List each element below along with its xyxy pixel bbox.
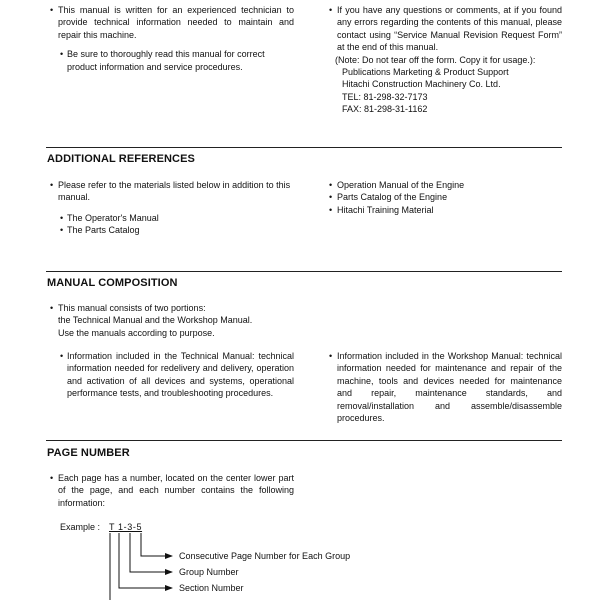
intro-right-column [326,4,562,116]
contact-company: Hitachi Construction Machinery Co. Ltd. [342,79,501,90]
refs-item-engine-parts: • Parts Catalog of the Engine [326,191,562,203]
section-divider [46,147,562,148]
arrow-group [130,533,172,572]
intro-note: (Note: Do not tear off the form. Copy it for usage.): [335,54,536,65]
label-section-number: Section Number [179,583,244,593]
contact-department: Publications Marketing & Product Support [342,67,509,78]
composition-bullet: • This manual consists of two portions: [47,302,307,314]
label-group-number: Group Number [179,567,239,577]
composition-right-column [326,350,562,424]
composition-left-column [47,350,294,400]
page-number-bullet: • Each page has a number, located on the center lower part of the page, and each number contains the following information: [47,472,294,509]
heading-additional-references: ADDITIONAL REFERENCES [47,153,195,165]
page-number-column [47,472,294,509]
section-divider [46,440,562,441]
arrow-consecutive [141,533,172,556]
refs-left-column [47,179,294,237]
label-consecutive-page-number: Consecutive Page Number for Each Group [179,551,351,561]
example-label: Example : [60,522,101,532]
contact-tel: TEL: 81-298-32-7173 [342,91,428,102]
arrow-section [119,533,172,588]
refs-sub-operators-manual: • The Operator's Manual [47,212,294,224]
workshop-manual-info: • Information included in the Workshop Manual: technical information needed for maintenance and repair of the machine, tools and devices needed for maintenance and repair, maintenance standards, and removal/installation and assemble/disassemble procedures. [326,350,562,424]
example-code: T 1-3-5 [109,522,143,532]
intro-bullet-written-for: • This manual is written for an experienced technician to provide technical information needed to maintain and repair this machine. [47,4,294,41]
section-divider [46,271,562,272]
composition-intro [47,302,307,339]
intro-bullet-questions: • If you have any questions or comments, at if you found any errors regarding the contents of this manual, please contact using “Service Manual Revision Request Form” at the end of this manual. [326,4,562,54]
intro-left-column [47,4,294,73]
refs-item-training: • Hitachi Training Material [326,204,562,216]
composition-bullet-line3: Use the manuals according to purpose. [58,327,215,338]
refs-sub-parts-catalog: • The Parts Catalog [47,224,294,236]
heading-manual-composition: MANUAL COMPOSITION [47,277,178,289]
intro-sub-read-manual: • Be sure to thoroughly read this manual for correct product information and service procedures. [47,48,294,73]
contact-block [326,66,562,116]
composition-bullet-line2: the Technical Manual and the Workshop Manual. [58,315,253,326]
contact-fax: FAX: 81-298-31-1162 [342,104,428,115]
technical-manual-info: • Information included in the Technical Manual: technical information needed for redelivery and delivery, operation and activation of all devices and systems, operational performance tests, and troubleshooting procedures. [47,350,294,400]
heading-page-number: PAGE NUMBER [47,447,130,459]
refs-right-column [326,179,562,216]
refs-item-engine-operation: • Operation Manual of the Engine [326,179,562,191]
refs-bullet: • Please refer to the materials listed below in addition to this manual. [47,179,294,204]
